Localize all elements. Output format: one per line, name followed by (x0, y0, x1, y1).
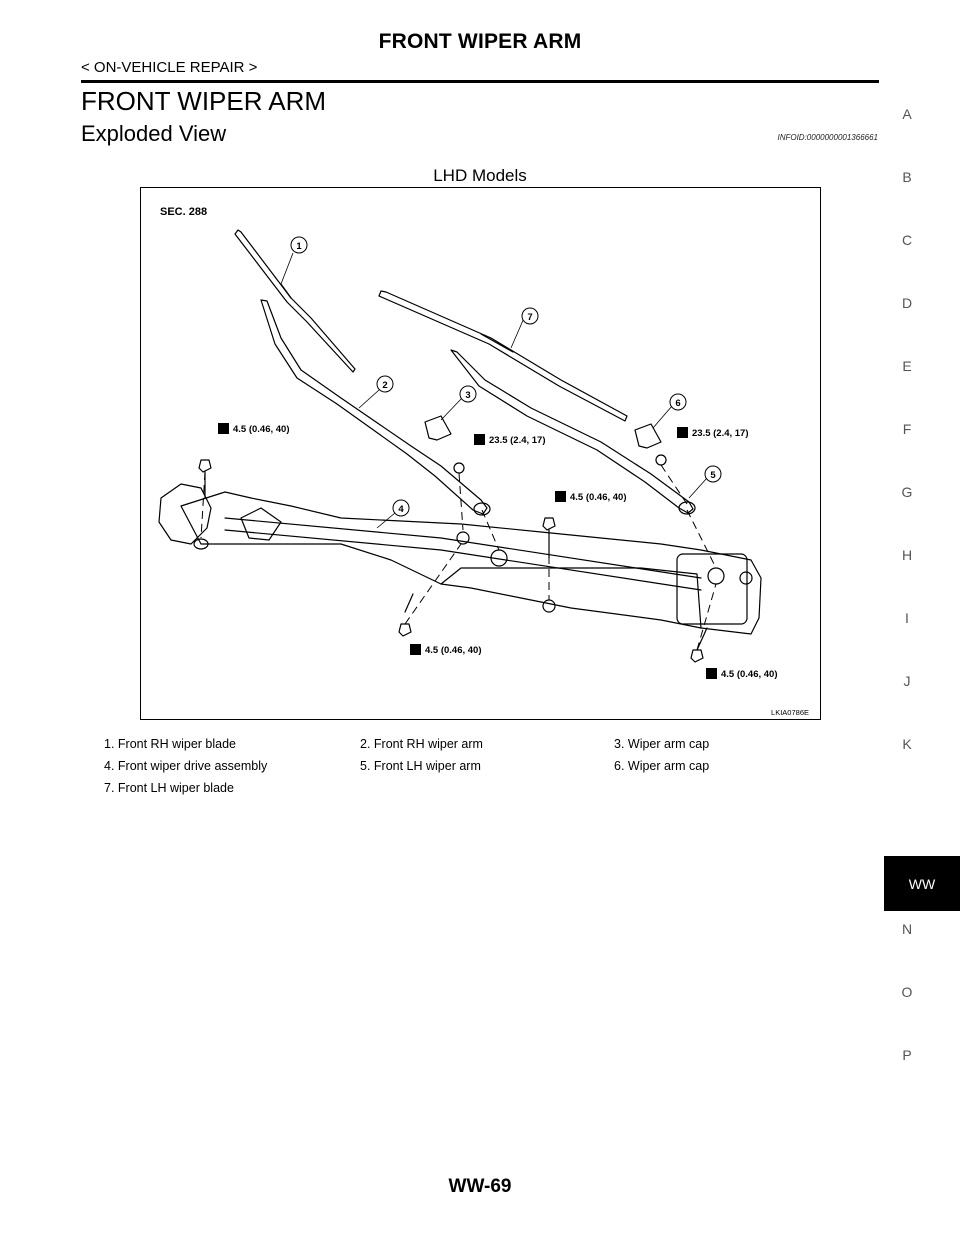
torque-label: 4.5 (0.46, 40) (425, 645, 482, 656)
sec-label: SEC. 288 (160, 206, 208, 218)
page-number: WW-69 (448, 1176, 512, 1197)
section-letter-j[interactable]: J (903, 673, 911, 689)
lh-wiper-arm-cap-shape (635, 424, 661, 448)
callout-3: 3 (465, 390, 471, 401)
torque-label: 23.5 (2.4, 17) (692, 428, 749, 439)
section-letter-p[interactable]: P (902, 1047, 912, 1063)
wiper-diagram (141, 188, 822, 721)
callout-7: 7 (527, 312, 533, 323)
section-letter-k[interactable]: K (902, 736, 912, 752)
lh-wiper-arm-shape (451, 350, 693, 513)
torque-wrench-icon (677, 427, 688, 438)
torque-label: 4.5 (0.46, 40) (721, 669, 778, 680)
section-letter-f[interactable]: F (902, 421, 912, 437)
section-letter-g[interactable]: G (901, 484, 913, 500)
torque-label: 23.5 (2.4, 17) (489, 435, 546, 446)
header-subtitle: < ON-VEHICLE REPAIR > (81, 59, 258, 76)
rh-wiper-arm-cap-shape (425, 416, 451, 440)
section-letter-e[interactable]: E (902, 358, 912, 374)
exploded-view-figure (140, 187, 821, 720)
section-letter-a[interactable]: A (902, 106, 912, 122)
legend-item: 3. Wiper arm cap (614, 737, 710, 751)
section-letter-d[interactable]: D (901, 295, 913, 311)
page-heading: FRONT WIPER ARM (81, 86, 327, 116)
torque-label: 4.5 (0.46, 40) (233, 424, 290, 435)
torque-wrench-icon (218, 423, 229, 434)
figure-caption: LHD Models (433, 166, 527, 185)
legend-item: 5. Front LH wiper arm (360, 759, 481, 773)
bolt-right (691, 628, 707, 662)
section-letter-o[interactable]: O (901, 984, 913, 1000)
section-letter-i[interactable]: I (905, 610, 909, 626)
torque-wrench-icon (410, 644, 421, 655)
image-code: LKIA0786E (771, 708, 809, 717)
section-letter-n[interactable]: N (901, 921, 913, 937)
callout-2: 2 (382, 380, 388, 391)
legend-item: 4. Front wiper drive assembly (104, 759, 268, 773)
callout-1: 1 (296, 241, 302, 252)
callout-4: 4 (398, 504, 404, 515)
torque-wrench-icon (555, 491, 566, 502)
torque-wrench-icon (706, 668, 717, 679)
header-rule (81, 80, 879, 83)
torque-wrench-icon (474, 434, 485, 445)
callout-5: 5 (710, 470, 716, 481)
parts-legend (104, 737, 804, 795)
section-letter-h[interactable]: H (901, 547, 913, 563)
torque-label: 4.5 (0.46, 40) (570, 492, 627, 503)
legend-item: 1. Front RH wiper blade (104, 737, 237, 751)
section-heading: Exploded View (81, 121, 227, 146)
section-tab-ww[interactable]: WW (884, 856, 960, 911)
header-title: FRONT WIPER ARM (378, 30, 582, 53)
legend-item: 7. Front LH wiper blade (104, 781, 234, 795)
legend-item: 2. Front RH wiper arm (360, 737, 483, 751)
bolt-mid-bottom (399, 594, 413, 636)
section-letter-b[interactable]: B (902, 169, 912, 185)
legend-item: 6. Wiper arm cap (614, 759, 710, 773)
callout-6: 6 (675, 398, 681, 409)
section-letter-c[interactable]: C (901, 232, 913, 248)
info-id: INFOID:0000000001366661 (777, 133, 878, 142)
